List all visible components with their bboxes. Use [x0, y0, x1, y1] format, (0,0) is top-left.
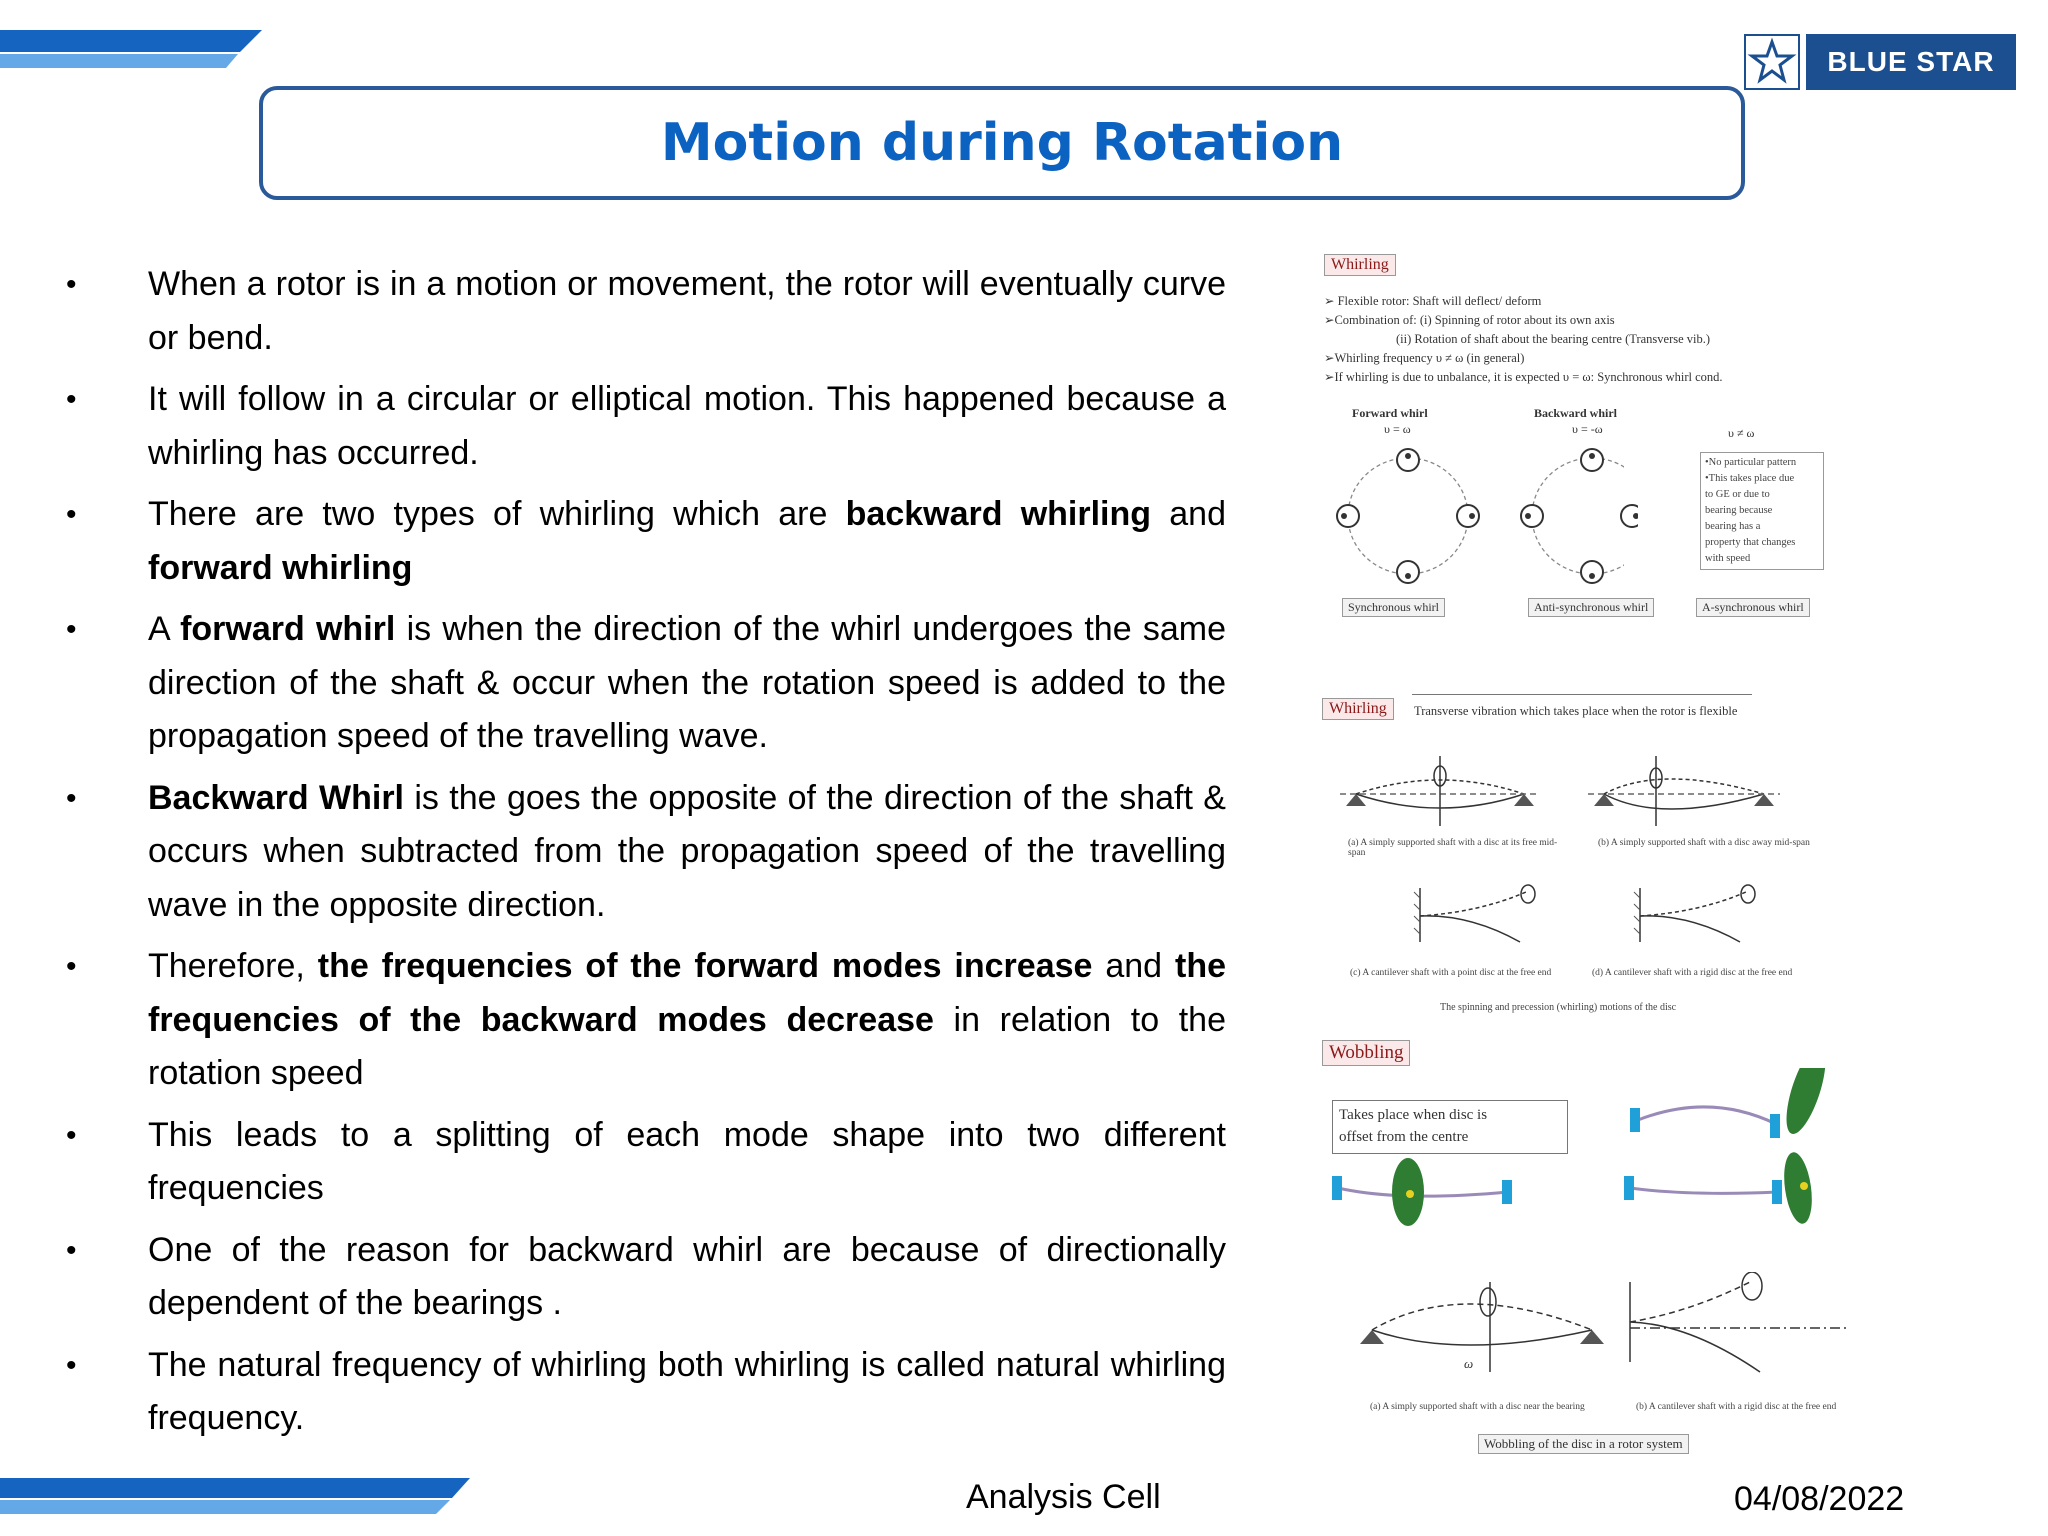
bullet-item — [66, 488, 1226, 595]
async-note-line: •No particular pattern — [1705, 457, 1797, 468]
backward-whirl-label: Backward whirl — [1534, 406, 1618, 420]
bullet-text: in relation to the rotation speed — [148, 1000, 1226, 1092]
bullet-bold-text: forward whirling — [148, 548, 413, 587]
bullet-dot: • — [66, 781, 77, 815]
footer-label: Analysis Cell — [966, 1478, 1161, 1516]
caption-c: (c) A cantilever shaft with a point disc at the free end — [1350, 968, 1552, 978]
bullet-bold-text: the frequencies of the backward modes decrease — [148, 947, 1226, 1039]
whirling-notes — [1324, 292, 1904, 387]
bullet-dot: • — [66, 950, 77, 983]
bullet-text: When a rotor is in a motion or movement, the rotor will eventually curve or bend. — [148, 265, 1226, 357]
bullet-bold-text: the frequencies of the forward modes increase — [317, 947, 1093, 985]
bullet-text: and — [1092, 947, 1175, 985]
bullet-dot: • — [66, 1233, 77, 1267]
bullet-text: is when the direction of the whirl undergoes the same direction of the shaft & occur when the rotation speed is added to the propagation speed of the travelling wave. — [148, 610, 1227, 755]
blue-star-logo — [1744, 34, 2016, 90]
wobbling-note-line: Takes place when disc is — [1339, 1107, 1488, 1123]
bullet-item — [66, 772, 1226, 933]
page-title: Motion during Rotation — [660, 113, 1344, 173]
bullet-text: and — [1151, 495, 1227, 533]
transverse-note: Transverse vibration which takes place when the rotor is flexible — [1414, 704, 1738, 718]
bullet-dot: • — [66, 498, 77, 531]
illustration-panel — [1310, 248, 1902, 1478]
header-stripe — [0, 30, 270, 70]
bullet-text: A — [148, 610, 181, 648]
bullet-bold-text: backward whirling — [845, 495, 1152, 533]
caption-a: (a) A simply supported shaft with a disc at its free mid-span — [1348, 838, 1558, 858]
bullet-text: One of the reason for backward whirl are because of directionally dependent of the bearings . — [148, 1230, 1226, 1322]
brand-name: BLUE STAR — [1806, 34, 2016, 90]
async-note-line: with speed — [1705, 553, 1751, 564]
wobbling-disc-diagrams — [1310, 1068, 1902, 1268]
bullet-list — [66, 258, 1226, 1454]
whirling-note: ➢ Flexible rotor: Shaft will deflect/ deform — [1324, 294, 1542, 308]
backward-eq: υ = -ω — [1572, 422, 1603, 436]
whirling-note: ➢Combination of: (i) Spinning of rotor about its own axis — [1324, 313, 1615, 327]
bullet-text: Therefore, — [148, 947, 318, 985]
bullet-item — [66, 1224, 1226, 1331]
async-note-line: •This takes place due — [1705, 473, 1795, 484]
async-note — [1700, 452, 1824, 570]
bullet-item — [66, 603, 1226, 764]
bullet-text: The natural frequency of whirling both whirling is called natural whirling frequency. — [148, 1345, 1226, 1437]
simply-supported-shafts — [1340, 748, 1810, 838]
async-note-line: bearing has a — [1705, 521, 1761, 532]
title-box — [259, 86, 1745, 200]
whirling-note: ➢Whirling frequency υ ≠ ω (in general) — [1324, 351, 1525, 365]
bullet-dot: • — [66, 1118, 77, 1152]
caption-d: (d) A cantilever shaft with a rigid disc at the free end — [1592, 968, 1793, 978]
wobble-caption-a: (a) A simply supported shaft with a disc near the bearing — [1370, 1402, 1585, 1412]
async-whirl-label: A-synchronous whirl — [1696, 598, 1810, 617]
footer-date: 04/08/2022 — [1734, 1480, 1905, 1518]
bullet-text: is the goes the opposite of the direction of the shaft & occurs when subtracted from the propagation speed of the travelling wave in the opposite direction. — [148, 778, 1226, 924]
bullet-item — [66, 373, 1226, 480]
bullet-item — [66, 1109, 1226, 1216]
whirling-note: ➢If whirling is due to unbalance, it is expected υ = ω: Synchronous whirl cond. — [1324, 370, 1723, 384]
bullet-dot: • — [66, 613, 77, 646]
wobbling-tag: Wobbling — [1322, 1040, 1410, 1066]
bullet-text: It will follow in a circular or elliptical motion. This happened because a whirling has occurred. — [148, 380, 1226, 472]
bullet-item — [66, 258, 1226, 365]
bullet-text: There are two types of whirling which are — [148, 495, 846, 533]
wobbling-box-label: Wobbling of the disc in a rotor system — [1478, 1434, 1689, 1454]
other-eq: υ ≠ ω — [1728, 426, 1755, 440]
bullet-dot: • — [66, 383, 77, 416]
bullet-item — [66, 1339, 1226, 1446]
bullet-bold-text: Backward Whirl — [148, 778, 404, 817]
backward-orbit-diagram — [1528, 434, 1638, 604]
async-note-line: property that changes — [1705, 537, 1796, 548]
bullet-dot: • — [66, 1348, 77, 1382]
bullet-item — [66, 940, 1226, 1101]
whirling-tag-2: Whirling — [1322, 698, 1394, 720]
omega-label: ω — [1464, 1356, 1474, 1371]
bullet-bold-text: forward whirl — [180, 610, 396, 648]
spin-caption: The spinning and precession (whirling) motions of the disc — [1440, 1002, 1677, 1013]
forward-whirl-label: Forward whirl — [1352, 406, 1428, 420]
async-note-line: to GE or due to — [1705, 489, 1770, 500]
caption-b: (b) A simply supported shaft with a disc away mid-span — [1598, 838, 1810, 848]
wobble-caption-b: (b) A cantilever shaft with a rigid disc at the free end — [1636, 1402, 1837, 1412]
star-icon — [1744, 34, 1800, 90]
wobbling-shaft-diagrams — [1350, 1272, 1870, 1392]
cantilever-shafts — [1410, 882, 1810, 962]
sync-whirl-label: Synchronous whirl — [1342, 598, 1445, 617]
bullet-dot: • — [66, 268, 77, 301]
divider-line — [1412, 694, 1752, 695]
whirling-note: (ii) Rotation of shaft about the bearing centre (Transverse vib.) — [1396, 332, 1711, 346]
anti-sync-whirl-label: Anti-synchronous whirl — [1528, 598, 1654, 617]
wobbling-note-line: offset from the centre — [1339, 1129, 1469, 1145]
footer-stripe — [0, 1478, 480, 1518]
bullet-text: This leads to a splitting of each mode shape into two different frequencies — [148, 1115, 1226, 1207]
async-note-line: bearing because — [1705, 505, 1773, 516]
whirling-tag: Whirling — [1324, 254, 1396, 276]
forward-eq: υ = ω — [1384, 422, 1411, 436]
